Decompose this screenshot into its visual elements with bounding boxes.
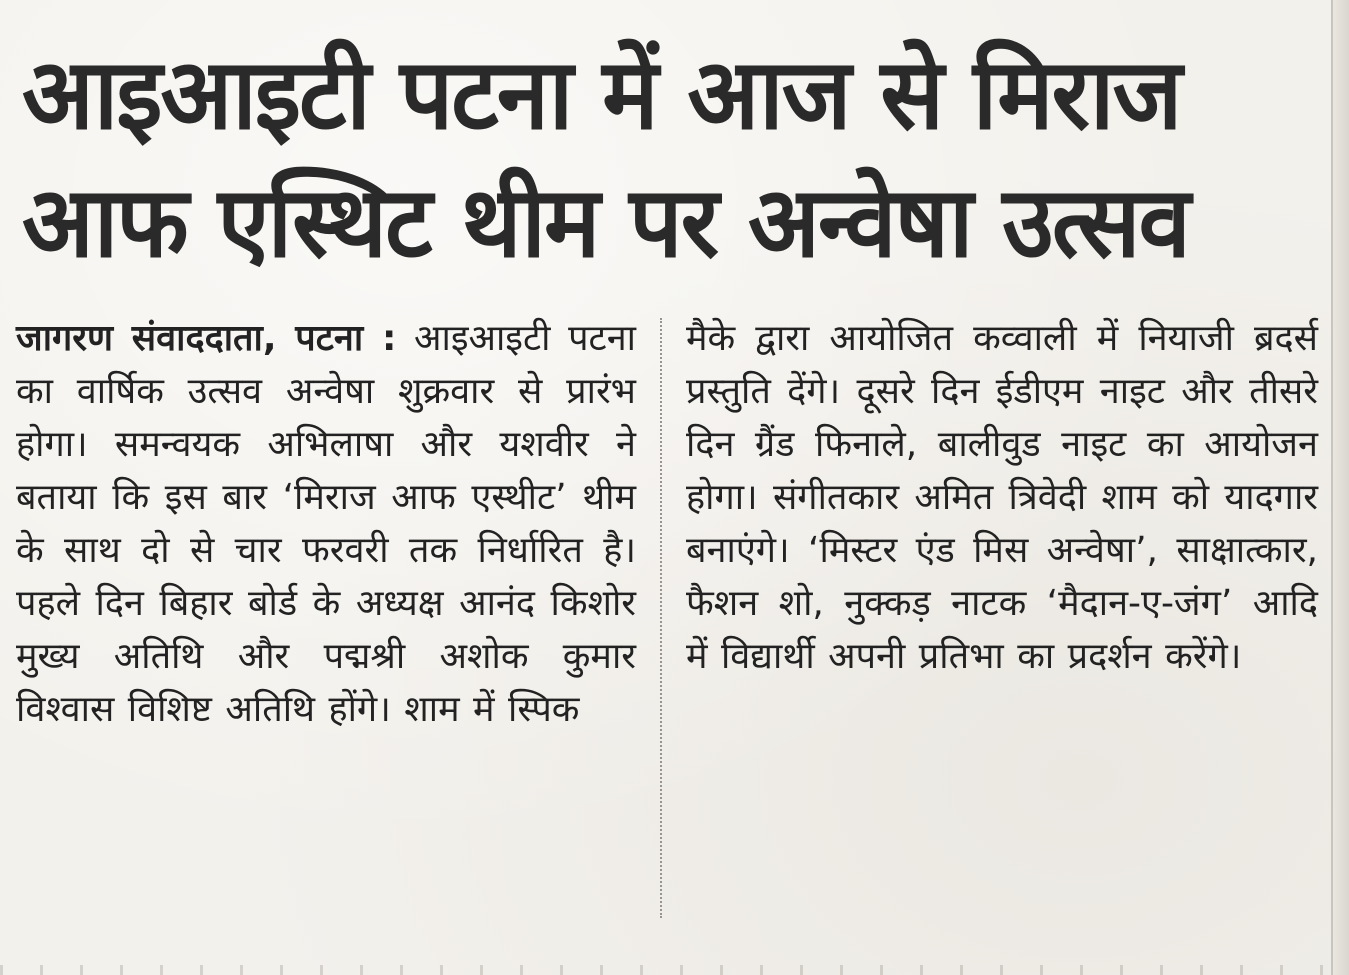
column-left-text: आइआइटी पटना का वार्षिक उत्सव अन्वेषा शुक्रवार से प्रारंभ होगा। समन्वयक अभिलाषा और यशवीर ने बताया कि इस बार ‘मिराज आफ एस्थीट’ थीम के साथ दो से चार फरवरी तक निर्धारित है। पहले दिन बिहार बोर्ड के अध्यक्ष आनंद किशोर मुख्य अतिथि और पद्मश्री अशोक कुमार विश्वास विशिष्ट अतिथि होंगे। शाम में स्पिक — [16, 318, 636, 730]
page-edge — [1331, 0, 1349, 975]
headline — [22, 40, 1312, 278]
headline-line-2: आफ एस्थिट थीम पर अन्वेषा उत्सव — [22, 166, 1189, 280]
column-left-paragraph — [16, 312, 636, 736]
byline: जागरण संवाददाता, पटना : — [16, 318, 397, 359]
article-column-left — [16, 312, 636, 736]
column-divider — [660, 318, 662, 918]
column-right-text: मैके द्वारा आयोजित कव्वाली में नियाजी ब्रदर्स प्रस्तुति देंगे। दूसरे दिन ईडीएम नाइट और तीसरे दिन ग्रैंड फिनाले, बालीवुड नाइट का आयोजन होगा। संगीतकार अमित त्रिवेदी शाम को यादगार बनाएंगे। ‘मिस्टर एंड मिस अन्वेषा’, साक्षात्कार, फैशन शो, नुक्कड़ नाटक ‘मैदान-ए-जंग’ आदि में विद्यार्थी अपनी प्रतिभा का प्रदर्शन करेंगे। — [686, 318, 1318, 677]
article-column-right — [686, 312, 1318, 683]
headline-line-1: आइआइटी पटना में आज से मिराज — [22, 38, 1181, 152]
bottom-edge-texture — [0, 965, 1330, 975]
